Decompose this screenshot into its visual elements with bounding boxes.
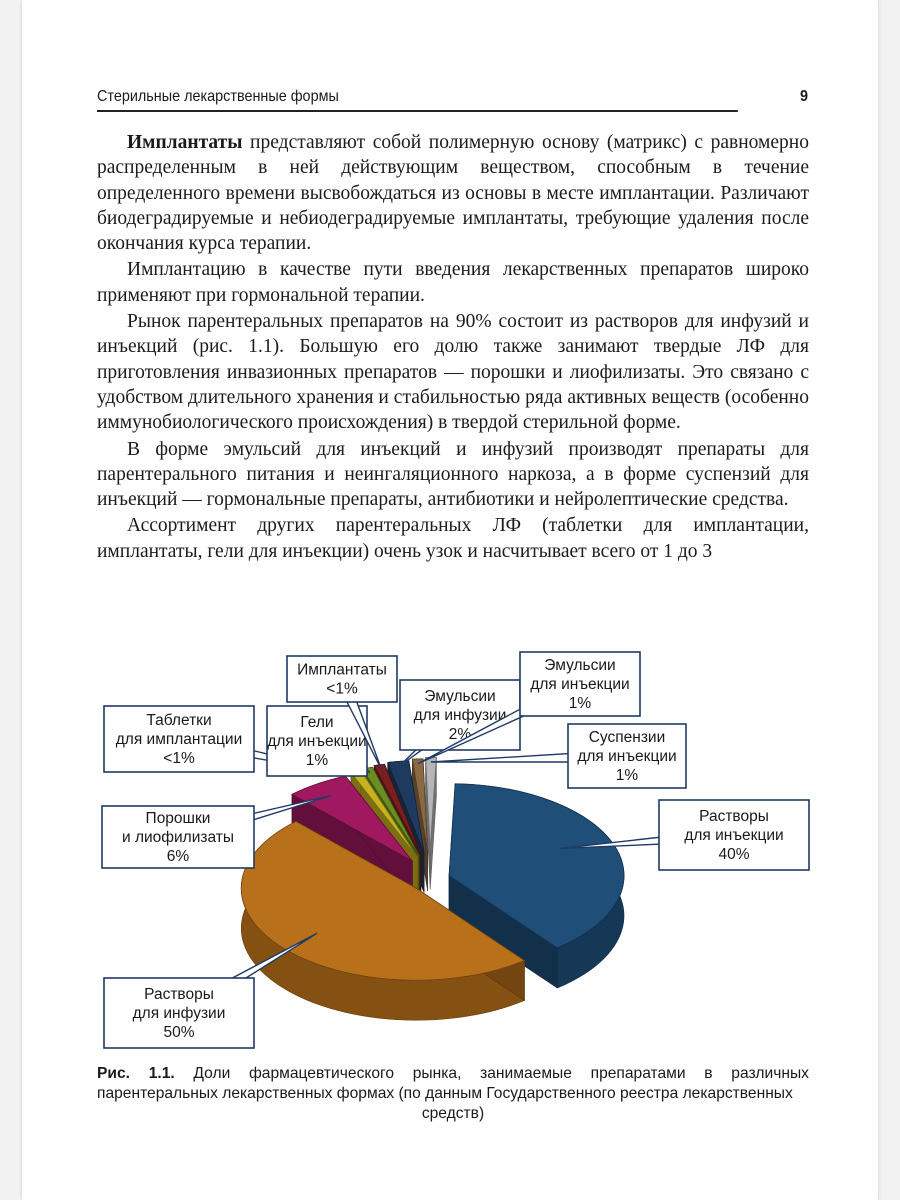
slice-label-text-7-0: Эмульсии <box>544 657 616 674</box>
figure-caption <box>97 1064 809 1124</box>
slice-label-text-6-1: для инфузии <box>413 707 507 724</box>
term-implants: Имплантаты <box>127 132 243 153</box>
slice-value-0: 40% <box>718 846 750 863</box>
slice-label-text-4-0: Гели <box>300 714 334 731</box>
figure-caption-last-line: средств) <box>421 1105 485 1122</box>
slice-label-text-3-0: Таблетки <box>146 712 212 729</box>
paragraph-5: Ассортимент других парентеральных ЛФ (таблетки для имплантации, имплантаты, гели для инъекции) очень узок и насчитывает всего от 1 до 3 <box>97 515 809 562</box>
slice-label-text-8-1: для инъекции <box>577 748 677 765</box>
slice-label-text-7-1: для инъекции <box>530 676 630 693</box>
running-head-title: Стерильные лекарственные формы <box>97 88 339 105</box>
slice-value-3: <1% <box>163 750 195 767</box>
slice-value-6: 2% <box>448 726 472 743</box>
figure-caption-text: Доли фармацевтического рынка, занимаемые препаратами в различных парентеральных лекарственных формах (по данным Государственного реестра лекарственных <box>97 1065 809 1102</box>
slice-label-text-2-0: Порошки <box>145 810 211 827</box>
slice-label-text-1-0: Растворы <box>144 986 214 1003</box>
slice-label-text-8-0: Суспензии <box>588 729 666 746</box>
slice-label-1 <box>104 933 317 1048</box>
slice-value-8: 1% <box>615 767 639 784</box>
slice-label-text-0-0: Растворы <box>699 808 769 825</box>
slice-label-text-1-1: для инфузии <box>132 1005 226 1022</box>
slice-label-text-0-1: для инъекции <box>684 827 784 844</box>
paragraph-2: Имплантацию в качестве пути введения лекарственных препаратов широко применяют при гормональной терапии. <box>97 259 809 306</box>
market-share-pie-chart <box>22 0 878 1200</box>
page-number: 9 <box>799 88 808 105</box>
paragraph-4: В форме эмульсий для инъекций и инфузий производят препараты для парентерального питания и неингаляционного наркоза, а в форме суспензий для инъекций — гормональные препараты, антибиотики и нейролептические средства. <box>97 438 809 511</box>
slice-value-5: <1% <box>326 680 358 698</box>
paragraph-1-text: представляют собой полимерную основу (матрикс) с равномерно распределенным в ней действующим веществом, способным в течение определенного времени высвобождаться из основы в месте имплантации. Различают биодеградируемые и небиодеградируемые имплантаты, требующие удаления после окончания курса терапии. <box>97 132 809 255</box>
slice-value-1: 50% <box>163 1024 195 1041</box>
book-page <box>22 0 878 1200</box>
figure-label: Рис. 1.1. <box>97 1065 175 1082</box>
slice-label-text-5-0: Имплантаты <box>297 661 387 679</box>
slice-label-text-6-0: Эмульсии <box>424 688 496 705</box>
slice-label-text-2-1: и лиофилизаты <box>121 829 235 846</box>
slice-value-4: 1% <box>305 752 329 769</box>
slice-label-text-4-1: для инъекции <box>267 733 367 750</box>
slice-value-2: 6% <box>166 848 190 865</box>
slice-value-7: 1% <box>568 695 592 712</box>
paragraph-3: Рынок парентеральных препаратов на 90% состоит из растворов для инфузий и инъекций (рис. 1.1). Большую его долю также занимают твердые ЛФ для приготовления инвазионных препаратов — порошки и лиофилизаты. Это связано с удобством длительного хранения и стабильностью ряда активных веществ (особенно иммунобиологического происхождения) в твердой стерильной форме. <box>97 311 809 434</box>
slice-label-text-3-1: для имплантации <box>115 731 243 748</box>
